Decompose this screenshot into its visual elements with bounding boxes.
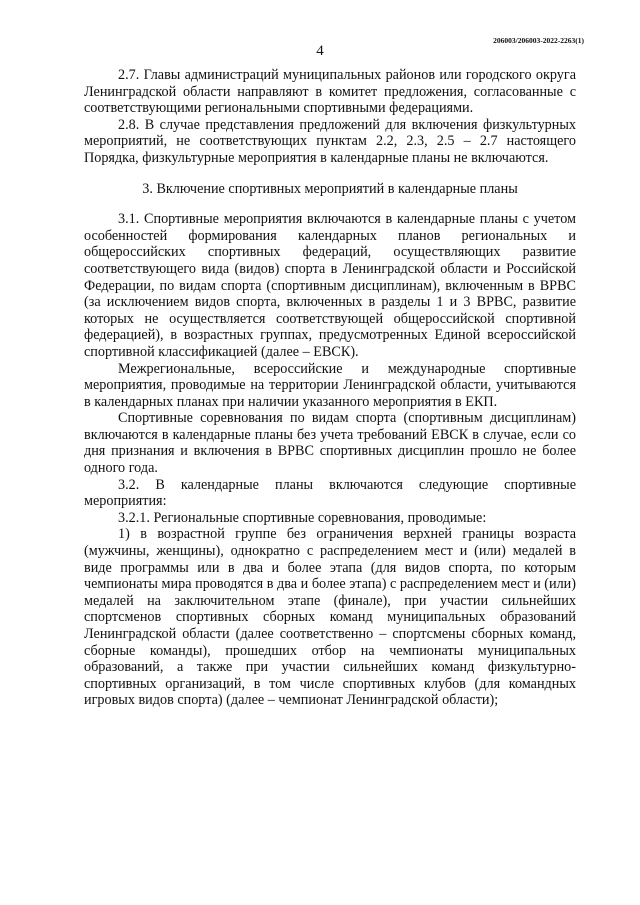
paragraph-competitions: Спортивные соревнования по видам спорта (спортивным дисциплинам) включаются в календарные планы без учета требований ЕВСК в случае, если со дня признания и включения в ВРВС спортивных дисциплин прошло не более одного года. [84, 410, 576, 477]
paragraph-3-2-1: 3.2.1. Региональные спортивные соревнования, проводимые: [118, 509, 487, 526]
paragraph-3-1: 3.1. Спортивные мероприятия включаются в календарные планы с учетом особенностей формирования календарных планов региональных и общероссийских спортивных федераций, осуществляющих развитие соответствующего вида (видов) спорта в Ленинградской области и Российской Федерации, по видам спорта (спортивным дисциплинам), включенным в ВРВС (за исключением видов спорта, включенных в разделы 1 и 3 ВРВС, развитие которых не осуществляется соответствующей общероссийской спортивной федерацией), в возрастных группах, предусмотренных Единой всероссийской спортивной классификацией (далее – ЕВСК). [84, 211, 576, 360]
paragraph-2-7: 2.7. Главы администраций муниципальных районов или городского округа Ленинградской области направляют в комитет предложения, согласованные с соответствующими региональными спортивными федерациями. [84, 67, 576, 117]
paragraph-item-1: 1) в возрастной группе без ограничения верхней границы возраста (мужчины, женщины), однократно с распределением мест и (или) медалей в виде программы или в два и более этапа (для видов спорта, по которым чемпионаты мира проводятся в два и более этапа) с распределением мест и (или) медалей на заключительном этапе (финале), при участии сильнейших спортсменов спортивных сборных команд муниципальных образований Ленинградской области (далее соответственно – спортсмены сборных команд, сборные команды), прошедших отбор на чемпионаты муниципальных образований, а также при участии сильнейших команд физкультурно-спортивных организаций, в том числе спортивных клубов (для командных игровых видов спорта) (далее – чемпионат Ленинградской области); [84, 526, 576, 709]
paragraph-interregional: Межрегиональные, всероссийские и международные спортивные мероприятия, проводимые на территории Ленинградской области, учитываются в календарных планах при наличии указанного мероприятия в ЕКП. [84, 360, 576, 410]
paragraph-2-8: 2.8. В случае представления предложений для включения физкультурных мероприятий, не соответствующих пунктам 2.2, 2.3, 2.5 – 2.7 настоящего Порядка, физкультурные мероприятия в календарные планы не включаются. [84, 116, 576, 166]
document-id: 206003/206003-2022-2263(1) [493, 36, 584, 45]
section-heading-3: 3. Включение спортивных мероприятий в календарные планы [142, 180, 518, 197]
paragraph-3-2: 3.2. В календарные планы включаются следующие спортивные мероприятия: [84, 476, 576, 510]
page-number: 4 [316, 43, 324, 59]
document-body [84, 67, 576, 709]
